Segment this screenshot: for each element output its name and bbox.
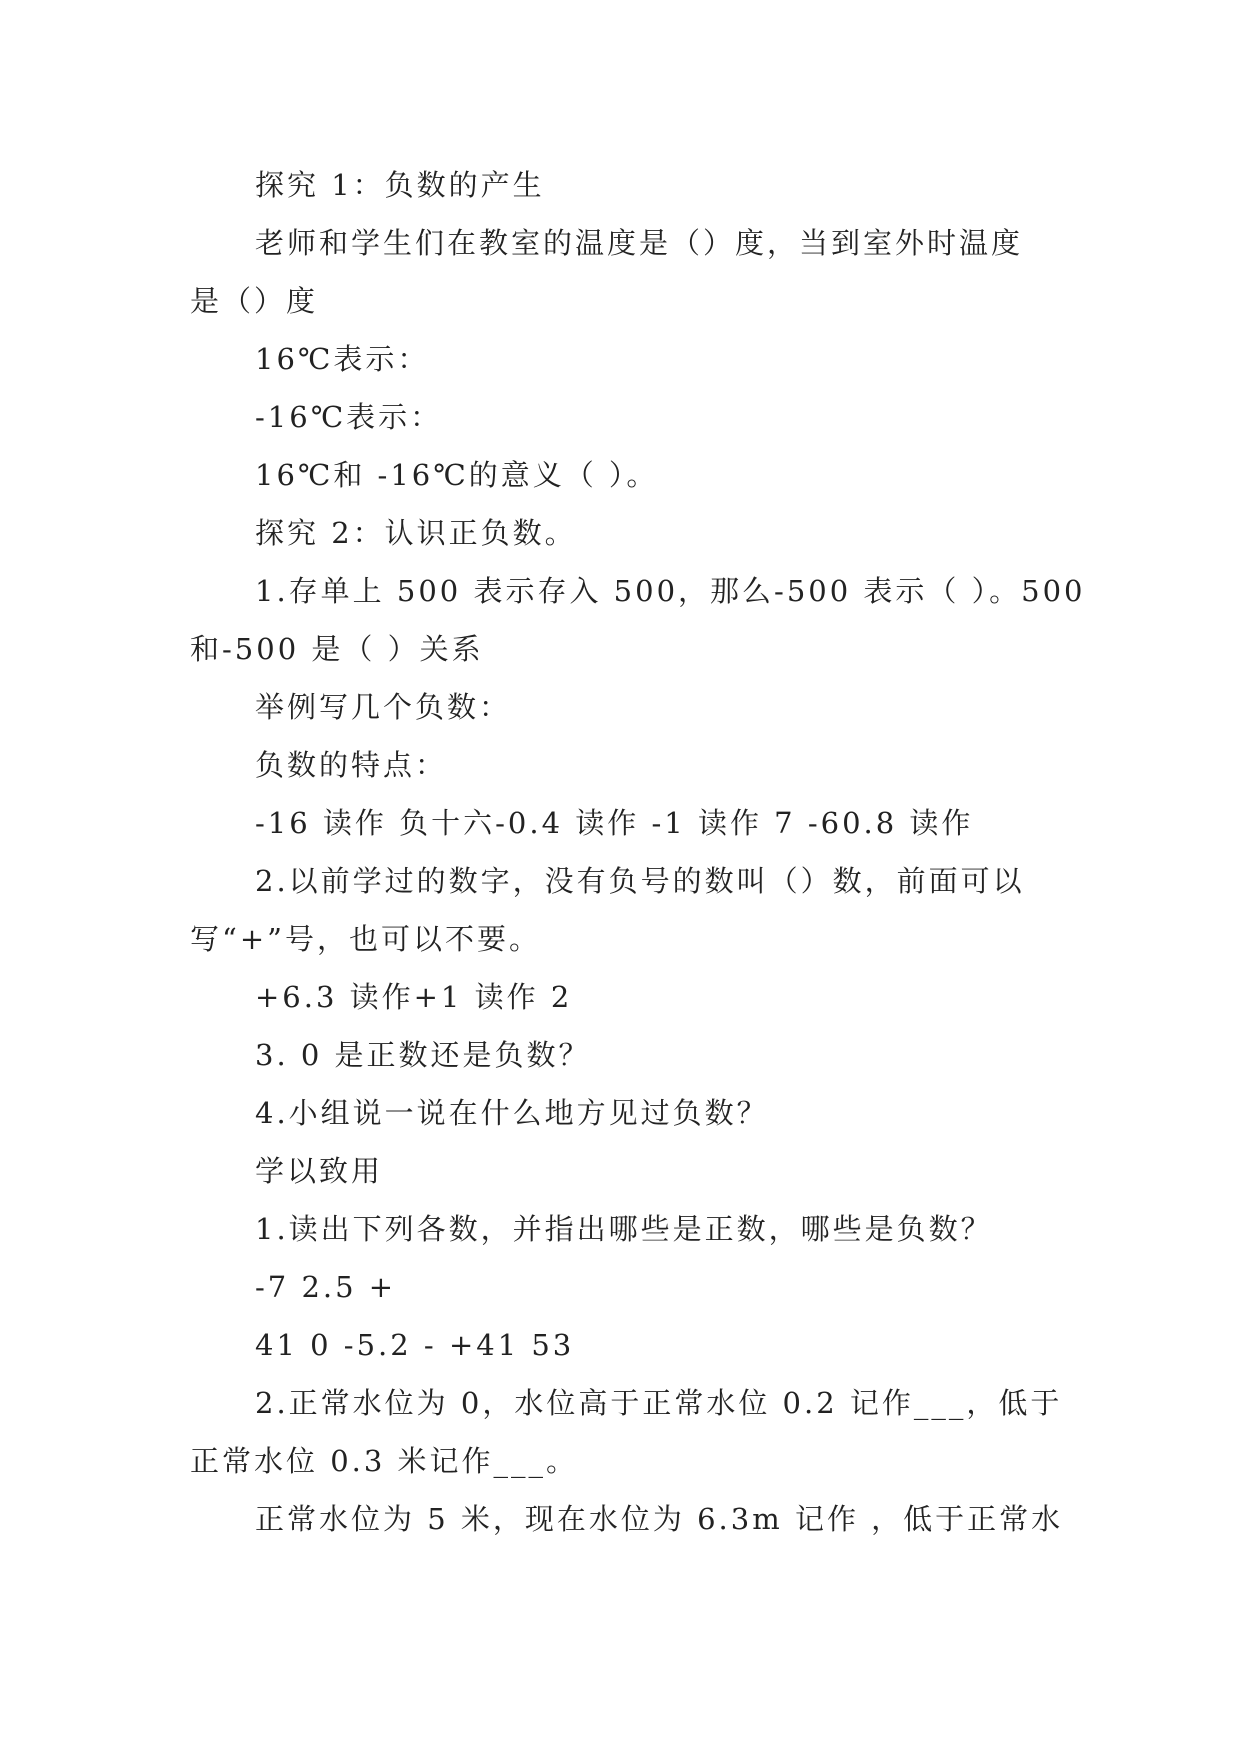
paragraph-line: 4.小组说一说在什么地方见过负数？	[255, 1096, 769, 1130]
paragraph-line: -16 读作 负十六-0.4 读作 -1 读作 7 -60.8 读作	[255, 806, 974, 840]
paragraph-line: 16℃和 -16℃的意义（ ）。	[255, 458, 659, 492]
paragraph-line: +6.3 读作+1 读作 2	[255, 980, 573, 1014]
paragraph-line: 1.读出下列各数，并指出哪些是正数，哪些是负数？	[255, 1212, 993, 1246]
paragraph-line: 3. 0 是正数还是负数？	[255, 1038, 591, 1072]
paragraph-line: -16℃表示：	[255, 400, 443, 434]
heading-explore-1: 探究 1：负数的产生	[255, 168, 545, 202]
heading-explore-2: 探究 2：认识正负数。	[255, 516, 577, 550]
paragraph-line: 写“+”号，也可以不要。	[190, 922, 541, 956]
paragraph-line: 2.正常水位为 0，水位高于正常水位 0.2 记作___，低于	[255, 1386, 1063, 1420]
paragraph-line: 1.存单上 500 表示存入 500，那么-500 表示（ ）。500	[255, 574, 1086, 608]
paragraph-line: -7 2.5 +	[255, 1270, 397, 1304]
paragraph-line: 负数的特点：	[255, 748, 448, 782]
paragraph-line: 正常水位为 5 米，现在水位为 6.3m 记作 ，低于正常水	[255, 1502, 1064, 1536]
heading-apply: 学以致用	[255, 1154, 384, 1188]
paragraph-line: 是（）度	[190, 284, 319, 318]
paragraph-line: 正常水位 0.3 米记作___。	[190, 1444, 579, 1478]
paragraph-line: 41 0 -5.2 - +41 53	[255, 1328, 575, 1362]
paragraph-line: 老师和学生们在教室的温度是（）度，当到室外时温度	[255, 226, 1024, 260]
paragraph-line: 和-500 是（ ）关系	[190, 632, 484, 666]
paragraph-line: 举例写几个负数：	[255, 690, 512, 724]
paragraph-line: 2.以前学过的数字，没有负号的数叫（）数，前面可以	[255, 864, 1025, 898]
paragraph-line: 16℃表示：	[255, 342, 430, 376]
